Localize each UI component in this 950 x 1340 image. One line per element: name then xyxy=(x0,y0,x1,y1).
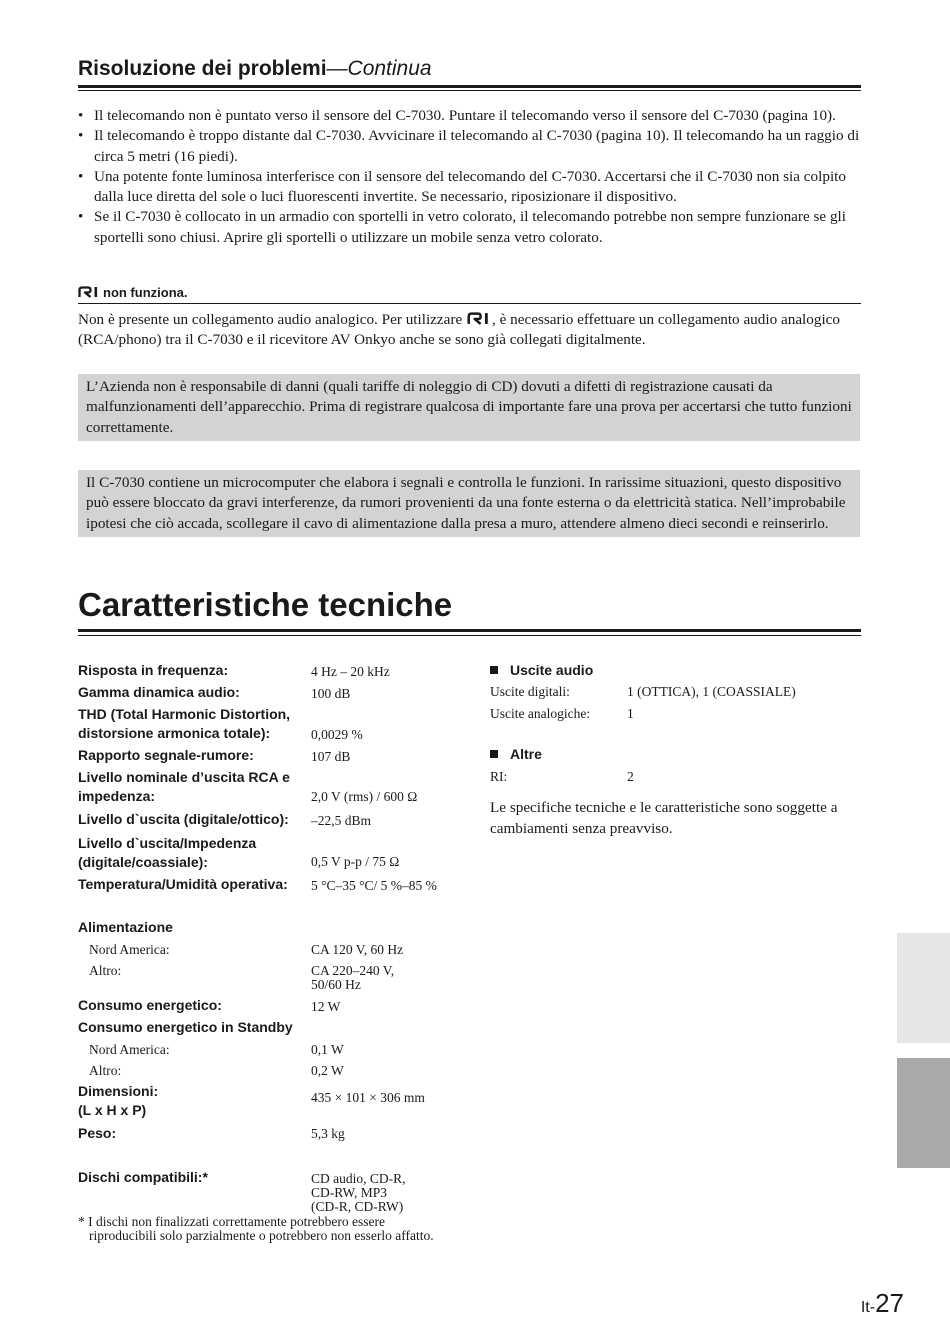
specs-title: Caratteristiche tecniche xyxy=(78,586,453,623)
standby-na-label: Nord America: xyxy=(89,1042,170,1057)
ri-subheading-text: non funziona. xyxy=(103,285,188,300)
consumption-value: 12 W xyxy=(311,999,341,1014)
dyn-label: Gamma dinamica audio: xyxy=(78,684,240,700)
audio-outputs-heading-text: Uscite audio xyxy=(510,662,594,678)
ri-text-before: Non è presente un collegamento audio analogico. Per utilizzare xyxy=(78,311,466,328)
ri-text-after: , è necessario effettuare un collegamento audio analogico (RCA/phono) tra il C-7030 e il ricevitore AV Onkyo anche se sono già collegati digitalmente. xyxy=(78,311,841,349)
square-bullet-icon xyxy=(490,750,498,758)
coax-value: 0,5 V p-p / 75 Ω xyxy=(311,854,400,869)
analog-outputs-value: 1 xyxy=(627,706,634,721)
standby-other-value: 0,2 W xyxy=(311,1063,344,1078)
temp-label: Temperatura/Umidità operativa: xyxy=(78,876,288,892)
footnote-line1: * I dischi non finalizzati correttamente potrebbero essere xyxy=(78,1214,385,1229)
coax-label-line2: (digitale/coassiale): xyxy=(78,854,208,870)
thd-label-line2: distorsione armonica totale): xyxy=(78,725,271,741)
power-na-value: CA 120 V, 60 Hz xyxy=(311,942,404,957)
list-item: • Una potente fonte luminosa interferisce con il sensore del telecomando del C-7030. Accertarsi che il C-7030 non sia colpito dalla luce diretta del sole o luci fluorescenti invertite. Se necessario, riposizionare il dispositivo. xyxy=(78,167,863,208)
weight-label: Peso: xyxy=(78,1125,117,1141)
footnote-line2: riproducibili solo parzialmente o potrebbero non esserlo affatto. xyxy=(89,1228,434,1243)
discs-value-line3: (CD-R, CD-RW) xyxy=(311,1199,404,1214)
microcomputer-note: Il C-7030 contiene un microcomputer che elabora i segnali e controlla le funzioni. In rarissime situazioni, questo dispositivo può essere bloccato da gravi interferenze, da rumori provenienti da una fonte esterna o da elettricità statica. Nell’improbabile ipotesi che ciò accada, scollegare il cavo di alimentazione dalla presa a muro, attendere almeno dieci secondi e reinserirlo. xyxy=(78,470,860,537)
digital-outputs-value: 1 (OTTICA), 1 (COASSIALE) xyxy=(627,684,796,699)
power-other-value-line1: CA 220–240 V, xyxy=(311,963,395,978)
rca-label-line1: Livello nominale d’uscita RCA e xyxy=(78,769,290,785)
standby-na-value: 0,1 W xyxy=(311,1042,344,1057)
discs-label: Dischi compatibili:* xyxy=(78,1169,208,1185)
rca-value: 2,0 V (rms) / 600 Ω xyxy=(311,789,418,804)
analog-outputs-label: Uscite analogiche: xyxy=(490,706,591,721)
coax-label-line1: Livello d`uscita/Impedenza xyxy=(78,835,257,851)
side-tab-dark xyxy=(897,1058,950,1168)
optical-label: Livello d`uscita (digitale/ottico): xyxy=(78,811,289,827)
consumption-label: Consumo energetico: xyxy=(78,997,222,1013)
header-rule-thin xyxy=(78,90,861,91)
standby-other-label: Altro: xyxy=(89,1063,122,1078)
list-item: • Se il C-7030 è collocato in un armadio con sportelli in vetro colorato, il telecomando potrebbe non sempre funzionare se gli sportelli sono chiusi. Aprire gli sportelli o utilizzare un mobile senza vetro colorato. xyxy=(78,207,863,248)
power-other-label: Altro: xyxy=(89,963,122,978)
page-number-value: 27 xyxy=(875,1288,904,1318)
dyn-value: 100 dB xyxy=(311,686,351,701)
specs-rule xyxy=(78,629,861,632)
section-title xyxy=(78,55,861,83)
thd-label-line1: THD (Total Harmonic Distortion, xyxy=(78,706,291,722)
snr-label: Rapporto segnale-rumore: xyxy=(78,747,254,763)
ri-description xyxy=(78,310,863,351)
standby-label: Consumo energetico in Standby xyxy=(78,1019,293,1035)
square-bullet-icon xyxy=(490,666,498,674)
discs-value-line2: CD-RW, MP3 xyxy=(311,1185,388,1200)
section-continued: —Continua xyxy=(326,57,432,80)
side-tab-light xyxy=(897,933,950,1043)
discs-value-line1: CD audio, CD-R, xyxy=(311,1171,406,1186)
page-number xyxy=(861,1288,904,1319)
dimensions-label-line2: (L x H x P) xyxy=(78,1102,147,1118)
ri-subheading-rule xyxy=(78,303,861,304)
rca-label-line2: impedenza: xyxy=(78,788,156,804)
audio-outputs-heading xyxy=(490,661,593,680)
specs-rule-thin xyxy=(78,635,861,636)
temp-value: 5 °C–35 °C/ 5 %–85 % xyxy=(311,878,437,893)
dimensions-label-line1: Dimensioni: xyxy=(78,1083,159,1099)
list-item: • Il telecomando è troppo distante dal C-7030. Avvicinare il telecomando al C-7030 (pagina 10). Il telecomando ha un raggio di circa 5 metri (16 piedi). xyxy=(78,126,863,167)
header-rule xyxy=(78,85,861,88)
ri-spec-label: RI: xyxy=(490,769,508,784)
digital-outputs-label: Uscite digitali: xyxy=(490,684,570,699)
remote-troubleshooting-list xyxy=(78,106,863,248)
optical-value: –22,5 dBm xyxy=(311,813,372,828)
other-heading-text: Altre xyxy=(510,746,542,762)
freq-value: 4 Hz – 20 kHz xyxy=(311,664,390,679)
liability-note: L’Azienda non è responsabile di danni (quali tariffe di noleggio di CD) dovuti a difetti di registrazione causati da malfunzionamenti dell’apparecchio. Prima di registrare qualcosa di importante fare una prova per accertarsi che tutto funzioni correttamente. xyxy=(78,374,860,441)
ri-subheading xyxy=(78,284,187,302)
power-label: Alimentazione xyxy=(78,919,173,935)
freq-label: Risposta in frequenza: xyxy=(78,662,229,678)
list-item: • Il telecomando non è puntato verso il sensore del C-7030. Puntare il telecomando verso il sensore del C-7030 (pagina 10). xyxy=(78,106,863,126)
ri-spec-value: 2 xyxy=(627,769,634,784)
specs-disclaimer: Le specifiche tecniche e le caratteristiche sono soggette a cambiamenti senza preavviso. xyxy=(490,799,838,837)
ri-logo-icon xyxy=(78,286,100,298)
other-heading xyxy=(490,745,542,764)
power-na-label: Nord America: xyxy=(89,942,170,957)
thd-value: 0,0029 % xyxy=(311,727,363,742)
section-title-text: Risoluzione dei problemi xyxy=(78,57,327,80)
weight-value: 5,3 kg xyxy=(311,1126,345,1141)
snr-value: 107 dB xyxy=(311,749,351,764)
ri-logo-icon xyxy=(467,312,491,325)
power-other-value-line2: 50/60 Hz xyxy=(311,977,361,992)
page-prefix: It- xyxy=(860,1299,876,1316)
dimensions-value: 435 × 101 × 306 mm xyxy=(311,1090,425,1105)
